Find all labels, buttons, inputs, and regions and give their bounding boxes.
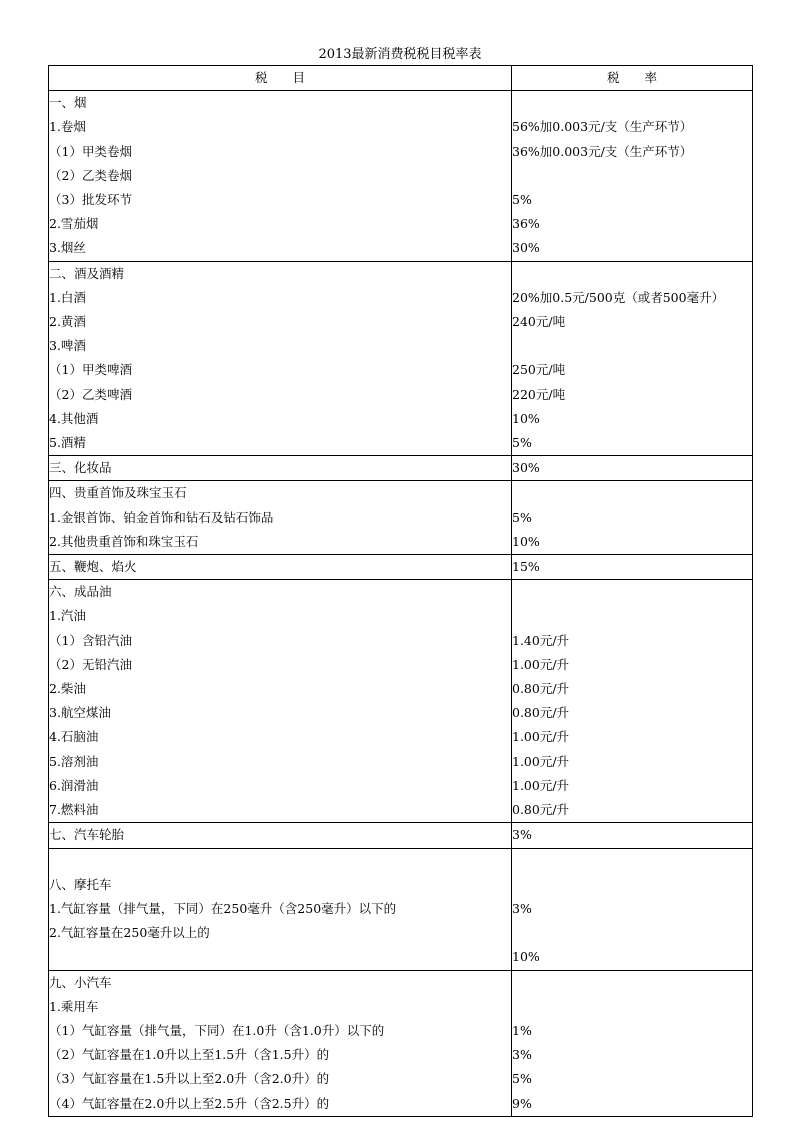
table-row xyxy=(49,334,753,358)
table-row xyxy=(49,456,753,481)
table-row xyxy=(49,91,753,116)
tax-item-cell: （2）乙类卷烟 xyxy=(49,164,512,188)
tax-rate-cell xyxy=(512,848,753,873)
table-row xyxy=(49,1067,753,1091)
tax-item-cell: 七、汽车轮胎 xyxy=(49,823,512,848)
header-rate: 税 率 xyxy=(512,66,753,91)
table-row xyxy=(49,236,753,261)
tax-item-cell: （3）气缸容量在1.5升以上至2.0升（含2.0升）的 xyxy=(49,1067,512,1091)
tax-rate-cell: 0.80元/升 xyxy=(512,701,753,725)
table-row xyxy=(49,140,753,164)
tax-item-cell: （2）气缸容量在1.0升以上至1.5升（含1.5升）的 xyxy=(49,1043,512,1067)
table-row xyxy=(49,677,753,701)
table-row xyxy=(49,604,753,628)
table-row xyxy=(49,164,753,188)
table-row xyxy=(49,629,753,653)
table-row xyxy=(49,970,753,995)
tax-rate-cell xyxy=(512,970,753,995)
tax-item-cell: 1.乘用车 xyxy=(49,995,512,1019)
tax-item-cell: 5.酒精 xyxy=(49,431,512,456)
tax-rate-cell: 56%加0.003元/支（生产环节） xyxy=(512,115,753,139)
tax-rate-cell: 1.40元/升 xyxy=(512,629,753,653)
tax-item-cell: 2.其他贵重首饰和珠宝玉石 xyxy=(49,530,512,555)
tax-rate-cell xyxy=(512,580,753,605)
table-row xyxy=(49,921,753,945)
tax-item-cell: 2.雪茄烟 xyxy=(49,212,512,236)
tax-rate-cell xyxy=(512,604,753,628)
tax-item-cell: 7.燃料油 xyxy=(49,798,512,823)
tax-item-cell: （1）甲类啤酒 xyxy=(49,358,512,382)
tax-item-cell: 2.柴油 xyxy=(49,677,512,701)
table-row xyxy=(49,115,753,139)
tax-item-cell: 2.气缸容量在250毫升以上的 xyxy=(49,921,512,945)
tax-rate-cell: 36% xyxy=(512,212,753,236)
table-row xyxy=(49,1019,753,1043)
tax-rate-cell: 10% xyxy=(512,530,753,555)
tax-rate-cell: 5% xyxy=(512,506,753,530)
tax-item-cell: （1）含铅汽油 xyxy=(49,629,512,653)
tax-item-cell xyxy=(49,848,512,873)
tax-rate-cell: 240元/吨 xyxy=(512,310,753,334)
tax-item-cell: （3）批发环节 xyxy=(49,188,512,212)
tax-rate-cell: 1.00元/升 xyxy=(512,750,753,774)
table-row xyxy=(49,1043,753,1067)
tax-rate-table xyxy=(48,65,753,1117)
tax-item-cell: 1.气缸容量（排气量，下同）在250毫升（含250毫升）以下的 xyxy=(49,897,512,921)
table-row xyxy=(49,431,753,456)
tax-rate-cell: 3% xyxy=(512,823,753,848)
tax-item-cell: 1.金银首饰、铂金首饰和钻石及钻石饰品 xyxy=(49,506,512,530)
tax-rate-cell: 0.80元/升 xyxy=(512,798,753,823)
tax-rate-cell: 20%加0.5元/500克（或者500毫升） xyxy=(512,286,753,310)
table-row xyxy=(49,188,753,212)
tax-rate-cell: 250元/吨 xyxy=(512,358,753,382)
tax-item-cell: （4）气缸容量在2.0升以上至2.5升（含2.5升）的 xyxy=(49,1092,512,1117)
tax-item-cell: 6.润滑油 xyxy=(49,774,512,798)
tax-item-cell: 四、贵重首饰及珠宝玉石 xyxy=(49,481,512,506)
tax-rate-cell: 3% xyxy=(512,1043,753,1067)
tax-item-cell: 一、烟 xyxy=(49,91,512,116)
tax-rate-cell: 5% xyxy=(512,188,753,212)
tax-rate-cell: 10% xyxy=(512,407,753,431)
tax-item-cell: 2.黄酒 xyxy=(49,310,512,334)
table-body xyxy=(49,91,753,1117)
tax-item-cell: 4.石脑油 xyxy=(49,725,512,749)
tax-item-cell: 1.白酒 xyxy=(49,286,512,310)
tax-rate-cell: 5% xyxy=(512,431,753,456)
tax-rate-cell xyxy=(512,921,753,945)
tax-rate-cell xyxy=(512,334,753,358)
tax-rate-cell: 9% xyxy=(512,1092,753,1117)
tax-rate-cell: 0.80元/升 xyxy=(512,677,753,701)
tax-rate-cell: 1.00元/升 xyxy=(512,774,753,798)
table-row xyxy=(49,506,753,530)
table-row xyxy=(49,383,753,407)
table-row xyxy=(49,286,753,310)
table-row xyxy=(49,653,753,677)
tax-rate-cell: 15% xyxy=(512,555,753,580)
table-row xyxy=(49,358,753,382)
tax-rate-cell: 1.00元/升 xyxy=(512,725,753,749)
tax-rate-cell xyxy=(512,91,753,116)
table-row xyxy=(49,261,753,286)
tax-item-cell: （1）气缸容量（排气量，下同）在1.0升（含1.0升）以下的 xyxy=(49,1019,512,1043)
tax-rate-cell: 220元/吨 xyxy=(512,383,753,407)
tax-rate-cell: 30% xyxy=(512,456,753,481)
table-row xyxy=(49,823,753,848)
tax-rate-cell: 1% xyxy=(512,1019,753,1043)
tax-rate-cell xyxy=(512,164,753,188)
tax-rate-cell: 3% xyxy=(512,897,753,921)
tax-item-cell: （2）乙类啤酒 xyxy=(49,383,512,407)
table-row xyxy=(49,1092,753,1117)
tax-item-cell: 3.烟丝 xyxy=(49,236,512,261)
tax-rate-cell xyxy=(512,873,753,897)
table-header-row xyxy=(49,66,753,91)
table-row xyxy=(49,725,753,749)
tax-rate-cell: 30% xyxy=(512,236,753,261)
table-row xyxy=(49,310,753,334)
header-item: 税 目 xyxy=(49,66,512,91)
tax-item-cell: （1）甲类卷烟 xyxy=(49,140,512,164)
tax-rate-cell xyxy=(512,261,753,286)
tax-item-cell: （2）无铅汽油 xyxy=(49,653,512,677)
table-row xyxy=(49,897,753,921)
tax-rate-cell: 36%加0.003元/支（生产环节） xyxy=(512,140,753,164)
tax-item-cell: 六、成品油 xyxy=(49,580,512,605)
table-row xyxy=(49,848,753,873)
table-row xyxy=(49,798,753,823)
table-row xyxy=(49,750,753,774)
table-row xyxy=(49,580,753,605)
table-row xyxy=(49,555,753,580)
tax-item-cell: 3.啤酒 xyxy=(49,334,512,358)
tax-item-cell: 三、化妆品 xyxy=(49,456,512,481)
table-row xyxy=(49,530,753,555)
table-row xyxy=(49,995,753,1019)
tax-item-cell: 二、酒及酒精 xyxy=(49,261,512,286)
tax-item-cell: 九、小汽车 xyxy=(49,970,512,995)
tax-item-cell: 5.溶剂油 xyxy=(49,750,512,774)
tax-item-cell: 五、鞭炮、焰火 xyxy=(49,555,512,580)
tax-rate-cell: 10% xyxy=(512,945,753,970)
table-row xyxy=(49,774,753,798)
tax-item-cell: 1.卷烟 xyxy=(49,115,512,139)
tax-rate-cell: 5% xyxy=(512,1067,753,1091)
tax-item-cell: 1.汽油 xyxy=(49,604,512,628)
tax-item-cell: 3.航空煤油 xyxy=(49,701,512,725)
table-row xyxy=(49,945,753,970)
table-row xyxy=(49,873,753,897)
tax-rate-cell xyxy=(512,481,753,506)
table-row xyxy=(49,481,753,506)
tax-rate-cell xyxy=(512,995,753,1019)
table-row xyxy=(49,701,753,725)
tax-rate-cell: 1.00元/升 xyxy=(512,653,753,677)
tax-item-cell: 八、摩托车 xyxy=(49,873,512,897)
table-row xyxy=(49,407,753,431)
tax-item-cell xyxy=(49,945,512,970)
document-title: 2013最新消费税税目税率表 xyxy=(318,47,482,62)
tax-item-cell: 4.其他酒 xyxy=(49,407,512,431)
table-row xyxy=(49,212,753,236)
